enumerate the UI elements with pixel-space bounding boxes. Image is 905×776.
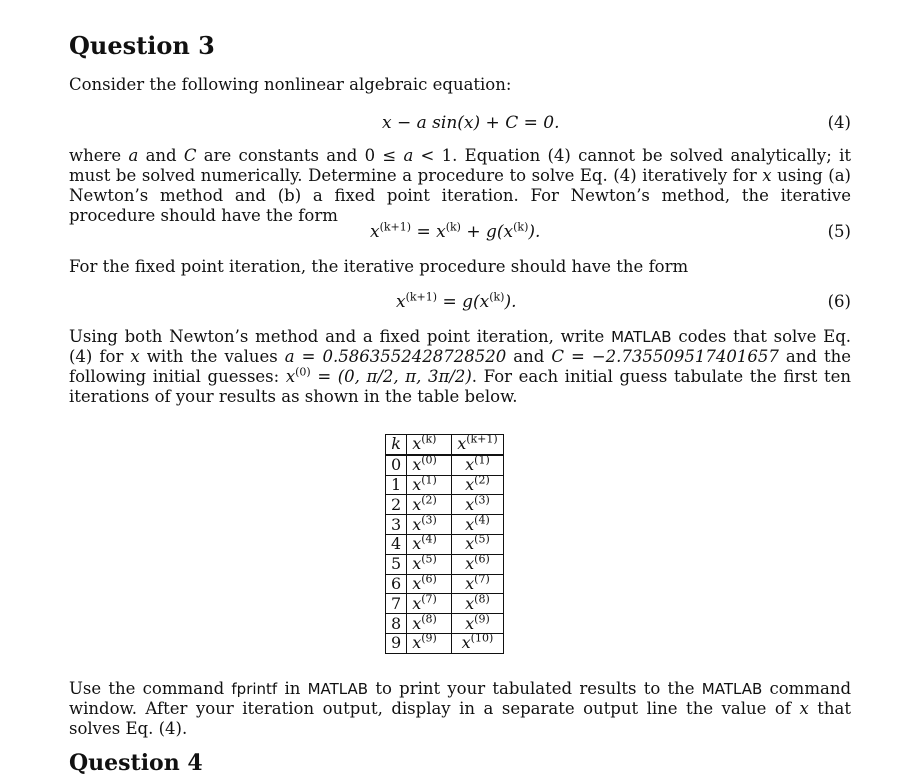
problem-paragraph: where a and C are constants and 0 ≤ a < 1. Equation (4) cannot be solved analytically; it must be solved numerically. Determine a procedure to solve Eq. (4) iteratively for x using (a) Newton’s method and (b) a fixed point iteration. For Newton’s method, the iterative procedure should have the form [69, 146, 851, 225]
intro-text: Consider the following nonlinear algebraic equation: [69, 75, 512, 94]
equation-4: x − a sin(x) + C = 0. [382, 113, 560, 133]
cell-xk1: $x^{(10)}$ [452, 633, 504, 653]
cell-xk1: $x^{(1)}$ [452, 455, 504, 475]
table-row [386, 574, 504, 594]
cell-k: 3 [386, 515, 407, 535]
cell-k: 7 [386, 594, 407, 614]
cell-xk: $x^{(6)}$ [407, 574, 452, 594]
cell-xk1: $x^{(7)}$ [452, 574, 504, 594]
cell-k: 0 [386, 455, 407, 475]
equation-6: $x^{(k+1)} = g(x^{(k)})$. [396, 290, 517, 312]
table-row [386, 475, 504, 495]
equation-5: $x^{(k+1)} = x^{(k)} + g(x^{(k)})$. [370, 220, 541, 242]
table-row [386, 455, 504, 475]
cell-k: 9 [386, 633, 407, 653]
equation-4-number: (4) [827, 113, 851, 132]
equation-5-number: (5) [827, 222, 851, 241]
cell-xk1: $x^{(8)}$ [452, 594, 504, 614]
fprintf-paragraph: Use the command fprintf in MATLAB to print your tabulated results to the MATLAB command window. After your iteration output, display in a separate output line the value of x that solves Eq. (4). [69, 679, 852, 738]
cell-k: 2 [386, 495, 407, 515]
instructions-paragraph: Using both Newton’s method and a fixed point iteration, write MATLAB codes that solve Eq. (4) for x with the values a = 0.5863552428728520 and C = −2.735509517401657 and the following initial guesses: $x^{(0)} = (0$, π/2, π, 3π/2). For each initial guess tabulate the first ten iterations of your results as shown in the table below. [69, 327, 852, 406]
table-row [386, 594, 504, 614]
cell-k: 6 [386, 574, 407, 594]
iteration-table [385, 434, 504, 654]
cell-xk: $x^{(9)}$ [407, 633, 452, 653]
table-row [386, 554, 504, 574]
cell-xk: $x^{(0)}$ [407, 455, 452, 475]
cell-k: 4 [386, 534, 407, 554]
cell-xk: $x^{(3)}$ [407, 515, 452, 535]
cell-xk: $x^{(5)}$ [407, 554, 452, 574]
cell-xk1: $x^{(3)}$ [452, 495, 504, 515]
header-xk1: $x^{(k+1)}$ [452, 435, 504, 455]
fixed-point-text: For the fixed point iteration, the iterative procedure should have the form [69, 257, 689, 276]
header-k: k [386, 435, 407, 455]
cell-xk1: $x^{(4)}$ [452, 515, 504, 535]
equation-6-number: (6) [827, 292, 851, 311]
cell-xk: $x^{(2)}$ [407, 495, 452, 515]
question-3-heading: Question 3 [69, 31, 215, 60]
cell-xk: $x^{(8)}$ [407, 614, 452, 634]
cell-xk: $x^{(4)}$ [407, 534, 452, 554]
cell-xk1: $x^{(9)}$ [452, 614, 504, 634]
cell-k: 8 [386, 614, 407, 634]
cell-xk1: $x^{(2)}$ [452, 475, 504, 495]
header-xk: $x^{(k)}$ [407, 435, 452, 455]
table-row [386, 534, 504, 554]
table-row [386, 515, 504, 535]
table-row [386, 495, 504, 515]
question-4-heading: Question 4 [69, 750, 203, 776]
cell-k: 1 [386, 475, 407, 495]
table-row [386, 614, 504, 634]
cell-xk: $x^{(1)}$ [407, 475, 452, 495]
table-header-row [386, 435, 504, 455]
cell-xk: $x^{(7)}$ [407, 594, 452, 614]
cell-xk1: $x^{(5)}$ [452, 534, 504, 554]
table-row [386, 633, 504, 653]
cell-k: 5 [386, 554, 407, 574]
cell-xk1: $x^{(6)}$ [452, 554, 504, 574]
